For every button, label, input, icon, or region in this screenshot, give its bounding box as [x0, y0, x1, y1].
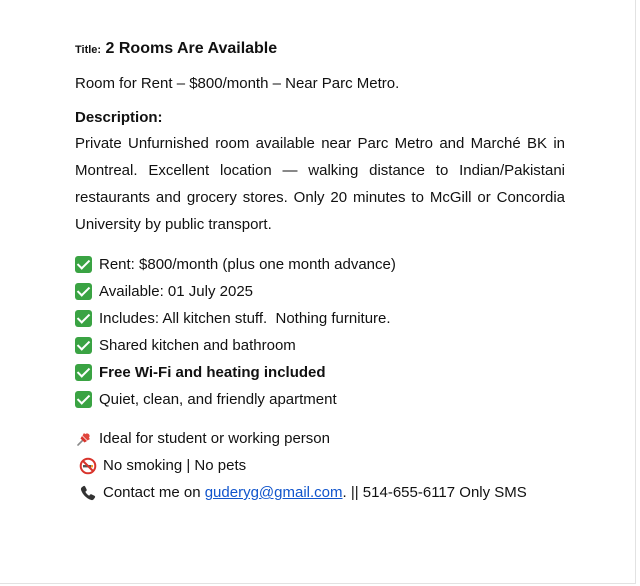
- ideal-text: Ideal for student or working person: [99, 430, 330, 447]
- list-item: [75, 332, 565, 359]
- list-item: [75, 359, 565, 386]
- feature-text: Shared kitchen and bathroom: [99, 337, 296, 354]
- check-mark-button-icon: [75, 256, 92, 273]
- telephone-receiver-icon: [79, 484, 97, 502]
- document-content: [75, 38, 565, 506]
- feature-text: Includes: All kitchen stuff. Nothing furniture.: [99, 310, 391, 327]
- feature-text: Free Wi-Fi and heating included: [99, 364, 326, 381]
- feature-list: [75, 251, 565, 413]
- list-item: [75, 278, 565, 305]
- page-title: 2 Rooms Are Available: [105, 40, 278, 57]
- list-item-ideal: [75, 425, 565, 452]
- rules-text: No smoking | No pets: [103, 457, 247, 474]
- check-mark-button-icon: [75, 364, 92, 381]
- feature-text: Quiet, clean, and friendly apartment: [99, 391, 337, 408]
- list-item: [75, 251, 565, 278]
- extras-list: [75, 425, 565, 506]
- subtitle: Room for Rent – $800/month – Near Parc Metro.: [75, 75, 400, 92]
- title-line: [75, 38, 565, 60]
- description-heading: Description:: [75, 109, 163, 126]
- check-mark-button-icon: [75, 337, 92, 354]
- list-item: [75, 386, 565, 413]
- list-item-rules: [75, 452, 565, 479]
- check-mark-button-icon: [75, 283, 92, 300]
- feature-text: Available: 01 July 2025: [99, 283, 253, 300]
- contact-prefix: Contact me on: [103, 484, 205, 501]
- list-item: [75, 305, 565, 332]
- pushpin-icon: [75, 430, 93, 448]
- email-link[interactable]: guderyg@gmail.com: [204, 484, 343, 501]
- contact-suffix: . || 514-655-6117 Only SMS: [342, 484, 527, 501]
- check-mark-button-icon: [75, 310, 92, 327]
- description-body: Private Unfurnished room available near Parc Metro and Marché BK in Montreal. Excellent location — walking distance to Indian/Pakistani restaurants and grocery stores. Only 20 minutes to McGill or Concordia University by public transport.: [75, 135, 565, 233]
- check-mark-button-icon: [75, 391, 92, 408]
- feature-text: Rent: $800/month (plus one month advance): [99, 256, 396, 273]
- no-smoking-icon: [79, 457, 97, 475]
- list-item-contact: [75, 479, 565, 506]
- title-prefix: Title:: [75, 44, 102, 56]
